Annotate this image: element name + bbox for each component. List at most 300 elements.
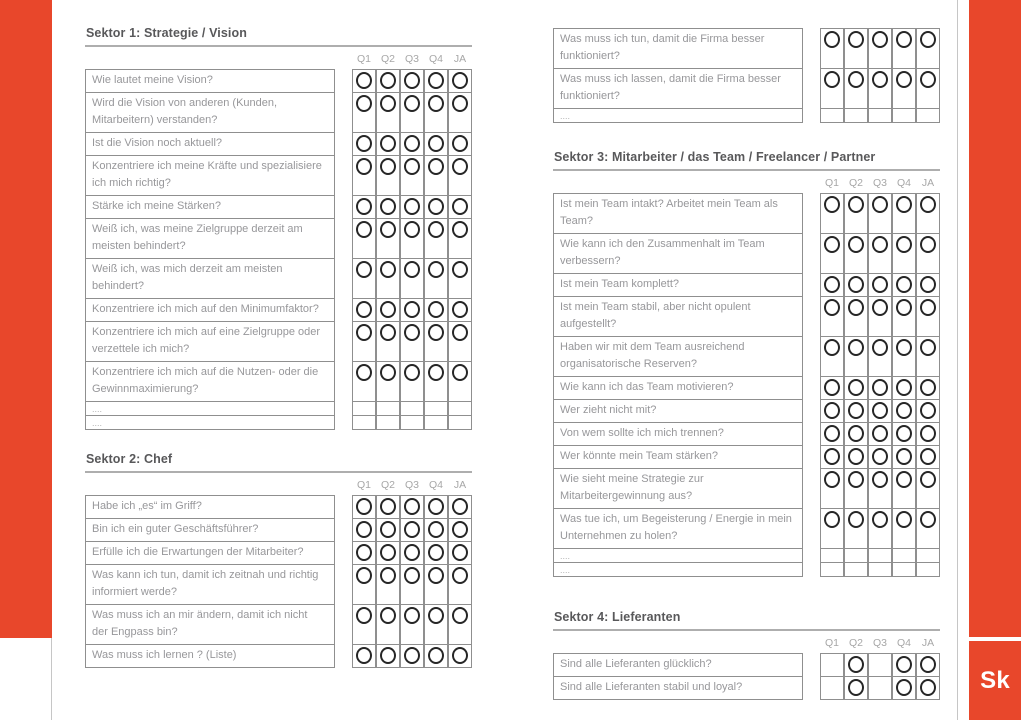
answer-circle <box>356 647 372 664</box>
circle-cell[interactable] <box>352 361 376 402</box>
column-headers-row <box>553 631 940 653</box>
circle-cell[interactable] <box>868 653 892 677</box>
circle-cell[interactable] <box>916 445 940 469</box>
circle-cell[interactable] <box>448 92 472 133</box>
circle-cell[interactable] <box>844 468 868 509</box>
circle-cell[interactable] <box>376 218 400 259</box>
answer-circle <box>920 402 936 419</box>
section-title: Sektor 2: Chef <box>85 452 472 473</box>
circle-cell[interactable] <box>400 218 424 259</box>
circle-cell[interactable] <box>424 401 448 416</box>
circle-cell[interactable] <box>424 258 448 299</box>
circle-cell[interactable] <box>820 233 844 274</box>
answer-circle <box>380 521 396 538</box>
circle-cell[interactable] <box>448 298 472 322</box>
table-row <box>553 28 940 69</box>
column-gap <box>803 562 820 577</box>
column-gap <box>335 195 352 219</box>
circle-cell[interactable] <box>448 132 472 156</box>
table-row <box>553 108 940 123</box>
circle-cell[interactable] <box>916 273 940 297</box>
circle-cell[interactable] <box>352 644 376 668</box>
circle-cell[interactable] <box>892 296 916 337</box>
column-gap <box>803 108 820 123</box>
answer-circle <box>896 679 912 696</box>
question-cell: Konzentriere ich mich auf die Nutzen- oder die Gewinnmaximierung? <box>85 361 335 402</box>
circle-cell[interactable] <box>376 69 400 93</box>
answer-circle <box>404 364 420 381</box>
circle-cell[interactable] <box>820 653 844 677</box>
circle-cell[interactable] <box>916 108 940 123</box>
circle-cell[interactable] <box>352 155 376 196</box>
question-cell: .... <box>85 415 335 430</box>
answer-circle <box>452 261 468 278</box>
table-row <box>85 155 472 196</box>
circle-cell[interactable] <box>916 422 940 446</box>
circle-cell[interactable] <box>400 644 424 668</box>
column-gap <box>803 68 820 109</box>
circle-cell[interactable] <box>868 336 892 377</box>
answer-circle <box>824 471 840 488</box>
circle-cell[interactable] <box>868 676 892 700</box>
column-gap <box>803 376 820 400</box>
circle-cell[interactable] <box>892 193 916 234</box>
circle-cell[interactable] <box>424 564 448 605</box>
circle-cell[interactable] <box>868 399 892 423</box>
circle-cell[interactable] <box>400 195 424 219</box>
circle-cell[interactable] <box>376 258 400 299</box>
circle-cell[interactable] <box>352 541 376 565</box>
answer-circle <box>428 95 444 112</box>
circle-cell[interactable] <box>448 258 472 299</box>
circle-cell[interactable] <box>376 92 400 133</box>
question-cell: Sind alle Lieferanten stabil und loyal? <box>553 676 803 700</box>
answer-circle <box>824 276 840 293</box>
column-header: Q1 <box>824 177 839 189</box>
circle-cell[interactable] <box>820 548 844 563</box>
circle-cell[interactable] <box>424 218 448 259</box>
answer-circle <box>428 647 444 664</box>
circle-cell[interactable] <box>868 273 892 297</box>
circle-cell[interactable] <box>916 376 940 400</box>
circle-cell[interactable] <box>892 422 916 446</box>
circle-cell[interactable] <box>448 321 472 362</box>
circle-cell[interactable] <box>352 132 376 156</box>
circle-cell[interactable] <box>448 541 472 565</box>
circle-cell[interactable] <box>916 233 940 274</box>
circle-cell[interactable] <box>844 68 868 109</box>
circle-cell[interactable] <box>820 468 844 509</box>
answer-circle <box>848 402 864 419</box>
circle-cell[interactable] <box>868 422 892 446</box>
answer-circle <box>380 95 396 112</box>
table-row <box>85 195 472 219</box>
circle-cell[interactable] <box>352 195 376 219</box>
circle-cell[interactable] <box>892 273 916 297</box>
circle-cell[interactable] <box>844 508 868 549</box>
answer-circle <box>380 544 396 561</box>
question-cell: Wie kann ich das Team motivieren? <box>553 376 803 400</box>
brand-logo-block <box>969 641 1021 720</box>
column-gap <box>335 415 352 430</box>
answer-circle <box>404 198 420 215</box>
table-row <box>85 604 472 645</box>
circle-cell[interactable] <box>868 548 892 563</box>
circle-cell[interactable] <box>820 445 844 469</box>
circle-cell[interactable] <box>400 132 424 156</box>
circle-cell[interactable] <box>352 321 376 362</box>
circle-cell[interactable] <box>916 676 940 700</box>
circle-cell[interactable] <box>400 92 424 133</box>
answer-circle <box>896 402 912 419</box>
circle-cell[interactable] <box>424 321 448 362</box>
answer-circle <box>896 471 912 488</box>
circle-cell[interactable] <box>448 218 472 259</box>
question-cell: Wie lautet meine Vision? <box>85 69 335 93</box>
circle-cell[interactable] <box>448 361 472 402</box>
circle-cell[interactable] <box>376 644 400 668</box>
circle-cell[interactable] <box>400 495 424 519</box>
circle-cell[interactable] <box>424 541 448 565</box>
column-headers-row <box>553 171 940 193</box>
circle-cell[interactable] <box>448 518 472 542</box>
circle-cell[interactable] <box>916 562 940 577</box>
answer-circle <box>824 402 840 419</box>
circle-cell[interactable] <box>844 548 868 563</box>
circle-cell[interactable] <box>844 399 868 423</box>
circle-cell[interactable] <box>376 401 400 416</box>
circle-cell[interactable] <box>868 68 892 109</box>
right-accent-strip <box>969 0 1021 637</box>
column-gap <box>803 676 820 700</box>
answer-circle <box>452 158 468 175</box>
answer-circle <box>452 301 468 318</box>
circle-cell[interactable] <box>352 415 376 430</box>
answer-circle <box>920 425 936 442</box>
circle-cell[interactable] <box>916 193 940 234</box>
circle-cell[interactable] <box>820 273 844 297</box>
circle-cell[interactable] <box>868 193 892 234</box>
answer-circle <box>356 498 372 515</box>
circle-cell[interactable] <box>868 376 892 400</box>
answer-circle <box>356 221 372 238</box>
circle-cell[interactable] <box>844 193 868 234</box>
circle-cell[interactable] <box>844 108 868 123</box>
answer-circle <box>848 196 864 213</box>
circle-cell[interactable] <box>400 155 424 196</box>
answer-circle <box>872 196 888 213</box>
circle-cell[interactable] <box>376 361 400 402</box>
circle-cell[interactable] <box>448 644 472 668</box>
answer-circle <box>380 221 396 238</box>
answer-circle <box>824 339 840 356</box>
circle-cell[interactable] <box>844 653 868 677</box>
circle-cell[interactable] <box>352 518 376 542</box>
answer-circle <box>920 448 936 465</box>
circle-cell[interactable] <box>844 233 868 274</box>
circle-cell[interactable] <box>844 562 868 577</box>
answer-circle <box>920 471 936 488</box>
answer-circle <box>428 72 444 89</box>
circle-cell[interactable] <box>820 296 844 337</box>
answer-circle <box>356 324 372 341</box>
circle-cell[interactable] <box>352 495 376 519</box>
answer-circle <box>872 511 888 528</box>
question-table <box>85 69 472 430</box>
circle-cell[interactable] <box>400 298 424 322</box>
circle-cell[interactable] <box>424 69 448 93</box>
circle-cell[interactable] <box>376 132 400 156</box>
circle-cell[interactable] <box>352 604 376 645</box>
answer-circle <box>896 299 912 316</box>
circle-cell[interactable] <box>376 415 400 430</box>
circle-cell[interactable] <box>400 258 424 299</box>
circle-cell[interactable] <box>820 68 844 109</box>
circle-cell[interactable] <box>400 564 424 605</box>
answer-circle <box>452 647 468 664</box>
answer-circle <box>920 31 936 48</box>
column-gap <box>803 445 820 469</box>
circle-cell[interactable] <box>352 564 376 605</box>
circle-cell[interactable] <box>892 508 916 549</box>
section-title: Sektor 1: Strategie / Vision <box>85 26 472 47</box>
answer-circle <box>404 135 420 152</box>
column-gap <box>803 336 820 377</box>
answer-circle <box>428 521 444 538</box>
answer-circle <box>428 567 444 584</box>
answer-circle <box>848 679 864 696</box>
circle-cell[interactable] <box>916 468 940 509</box>
circle-cell[interactable] <box>844 676 868 700</box>
circle-cell[interactable] <box>916 653 940 677</box>
circle-cell[interactable] <box>868 508 892 549</box>
circle-cell[interactable] <box>448 415 472 430</box>
column-gap <box>803 653 820 677</box>
circle-cell[interactable] <box>424 604 448 645</box>
circle-cell[interactable] <box>376 298 400 322</box>
circle-cell[interactable] <box>424 155 448 196</box>
answer-circle <box>824 448 840 465</box>
circle-cell[interactable] <box>400 401 424 416</box>
circle-cell[interactable] <box>820 676 844 700</box>
column-gap <box>803 233 820 274</box>
circle-cell[interactable] <box>820 399 844 423</box>
answer-circle <box>872 402 888 419</box>
circle-cell[interactable] <box>448 564 472 605</box>
answer-circle <box>356 364 372 381</box>
circle-cell[interactable] <box>376 321 400 362</box>
answer-circle <box>896 71 912 88</box>
column-header: Q1 <box>824 637 839 649</box>
circle-cell[interactable] <box>868 233 892 274</box>
circle-cell[interactable] <box>352 69 376 93</box>
circle-cell[interactable] <box>400 541 424 565</box>
answer-circle <box>896 511 912 528</box>
column-gap <box>803 296 820 337</box>
circle-cell[interactable] <box>892 376 916 400</box>
answer-circle <box>896 339 912 356</box>
circle-cell[interactable] <box>376 564 400 605</box>
circle-cell[interactable] <box>820 376 844 400</box>
circle-cell[interactable] <box>400 321 424 362</box>
answer-circle <box>428 498 444 515</box>
circle-cell[interactable] <box>844 422 868 446</box>
circle-cell[interactable] <box>868 468 892 509</box>
question-cell: Von wem sollte ich mich trennen? <box>553 422 803 446</box>
circle-cell[interactable] <box>352 92 376 133</box>
circle-cell[interactable] <box>352 298 376 322</box>
question-table <box>85 495 472 668</box>
circle-cell[interactable] <box>916 548 940 563</box>
circle-cell[interactable] <box>892 562 916 577</box>
answer-circle <box>404 567 420 584</box>
question-cell: Was kann ich tun, damit ich zeitnah und richtig informiert werde? <box>85 564 335 605</box>
answer-circle <box>848 471 864 488</box>
circle-cell[interactable] <box>448 69 472 93</box>
circle-cell[interactable] <box>868 562 892 577</box>
circle-cell[interactable] <box>448 495 472 519</box>
circle-cell[interactable] <box>916 296 940 337</box>
circle-cell[interactable] <box>376 604 400 645</box>
answer-circle <box>428 221 444 238</box>
table-row <box>553 273 940 297</box>
circle-cell[interactable] <box>448 155 472 196</box>
circle-cell[interactable] <box>424 298 448 322</box>
circle-cell[interactable] <box>400 518 424 542</box>
table-row <box>553 376 940 400</box>
circle-cell[interactable] <box>844 273 868 297</box>
column-gap <box>803 508 820 549</box>
circle-cell[interactable] <box>424 644 448 668</box>
circle-cell[interactable] <box>424 495 448 519</box>
circle-cell[interactable] <box>820 28 844 69</box>
answer-circle <box>920 196 936 213</box>
circle-cell[interactable] <box>868 28 892 69</box>
circle-cell[interactable] <box>820 336 844 377</box>
circle-cell[interactable] <box>892 108 916 123</box>
circle-cell[interactable] <box>448 604 472 645</box>
circle-cell[interactable] <box>376 495 400 519</box>
answer-circle <box>428 198 444 215</box>
question-cell: Erfülle ich die Erwartungen der Mitarbeiter? <box>85 541 335 565</box>
circle-cell[interactable] <box>820 193 844 234</box>
answer-circle <box>896 276 912 293</box>
circle-cell[interactable] <box>868 296 892 337</box>
answer-circle <box>452 198 468 215</box>
circle-cell[interactable] <box>892 676 916 700</box>
circle-cell[interactable] <box>400 361 424 402</box>
circle-cell[interactable] <box>376 155 400 196</box>
circle-cell[interactable] <box>916 28 940 69</box>
answer-circle <box>428 607 444 624</box>
circle-cell[interactable] <box>424 415 448 430</box>
circle-cell[interactable] <box>916 336 940 377</box>
table-row <box>85 361 472 402</box>
column-gap <box>803 273 820 297</box>
circle-cell[interactable] <box>868 108 892 123</box>
answer-circle <box>848 511 864 528</box>
circle-cell[interactable] <box>820 108 844 123</box>
answer-circle <box>380 261 396 278</box>
circle-cell[interactable] <box>376 195 400 219</box>
answer-circle <box>848 71 864 88</box>
circle-cell[interactable] <box>424 92 448 133</box>
circle-cell[interactable] <box>892 336 916 377</box>
circle-cell[interactable] <box>400 415 424 430</box>
section-sektor3 <box>553 150 940 577</box>
circle-cell[interactable] <box>892 28 916 69</box>
circle-cell[interactable] <box>820 422 844 446</box>
answer-circle <box>452 364 468 381</box>
circle-cell[interactable] <box>916 68 940 109</box>
circle-cell[interactable] <box>448 401 472 416</box>
question-cell: .... <box>553 108 803 123</box>
circle-cell[interactable] <box>400 69 424 93</box>
circle-cell[interactable] <box>820 508 844 549</box>
circle-cell[interactable] <box>916 508 940 549</box>
question-cell: Weiß ich, was meine Zielgruppe derzeit am meisten behindert? <box>85 218 335 259</box>
column-header: JA <box>453 53 467 65</box>
answer-circle <box>848 379 864 396</box>
circle-cell[interactable] <box>424 361 448 402</box>
left-accent-strip <box>0 0 52 638</box>
circle-cell[interactable] <box>844 296 868 337</box>
circle-cell[interactable] <box>916 399 940 423</box>
circle-cell[interactable] <box>844 336 868 377</box>
circle-cell[interactable] <box>892 468 916 509</box>
question-cell: Konzentriere ich meine Kräfte und spezialisiere ich mich richtig? <box>85 155 335 196</box>
question-table <box>553 653 940 700</box>
circle-cell[interactable] <box>376 518 400 542</box>
circle-cell[interactable] <box>424 518 448 542</box>
question-cell: .... <box>85 401 335 416</box>
circle-cell[interactable] <box>892 445 916 469</box>
answer-circle <box>452 324 468 341</box>
circle-cell[interactable] <box>376 541 400 565</box>
column-gap <box>803 548 820 563</box>
circle-cell[interactable] <box>820 562 844 577</box>
circle-cell[interactable] <box>352 258 376 299</box>
table-row <box>85 321 472 362</box>
circle-cell[interactable] <box>892 233 916 274</box>
answer-circle <box>452 544 468 561</box>
section-sektor1 <box>85 26 472 430</box>
answer-circle <box>356 607 372 624</box>
answer-circle <box>380 607 396 624</box>
circle-cell[interactable] <box>892 399 916 423</box>
answer-circle <box>848 31 864 48</box>
circle-cell[interactable] <box>424 195 448 219</box>
circle-cell[interactable] <box>424 132 448 156</box>
answer-circle <box>404 498 420 515</box>
circle-cell[interactable] <box>844 28 868 69</box>
circle-cell[interactable] <box>892 68 916 109</box>
circle-cell[interactable] <box>844 376 868 400</box>
answer-circle <box>920 299 936 316</box>
circle-cell[interactable] <box>400 604 424 645</box>
circle-cell[interactable] <box>352 218 376 259</box>
circle-cell[interactable] <box>868 445 892 469</box>
circle-cell[interactable] <box>892 548 916 563</box>
circle-cell[interactable] <box>448 195 472 219</box>
answer-circle <box>404 158 420 175</box>
column-gap <box>335 604 352 645</box>
circle-cell[interactable] <box>844 445 868 469</box>
circle-cell[interactable] <box>352 401 376 416</box>
column-header: Q3 <box>404 53 419 65</box>
circle-cell[interactable] <box>892 653 916 677</box>
column-header: Q2 <box>848 637 863 649</box>
